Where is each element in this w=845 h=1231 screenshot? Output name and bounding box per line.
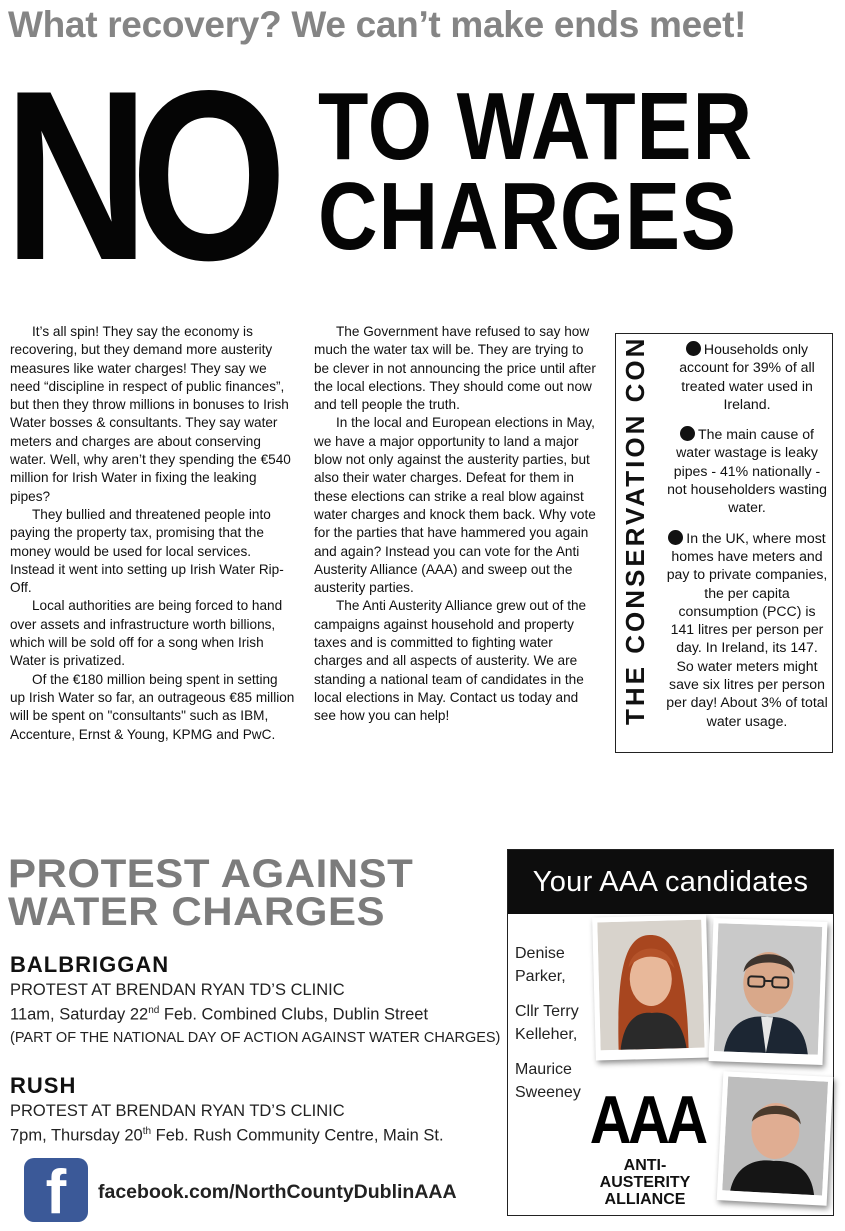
sidebar-points [666, 340, 828, 742]
candidates-heading: Your AAA candidates [508, 850, 833, 914]
article-column-1 [10, 323, 296, 744]
bullet-icon [686, 341, 701, 356]
conservation-con-box [615, 333, 833, 753]
portrait-image [714, 923, 822, 1055]
event-rush [10, 1073, 444, 1146]
facebook-icon[interactable]: f [24, 1158, 88, 1222]
sidebar-title: THE CONSERVATION CON [620, 335, 650, 725]
candidate-name: Maurice Sweeney [515, 1061, 581, 1101]
candidates-box [507, 849, 834, 1216]
aaa-logo-line2: ALLIANCE [604, 1191, 686, 1208]
bullet-icon [680, 426, 695, 441]
event-town: RUSH [10, 1073, 77, 1098]
candidate-photo-denise [592, 915, 710, 1061]
portrait-image [597, 920, 704, 1051]
bullet-icon [668, 530, 683, 545]
sidebar-point: Households only account for 39% of all treated water used in Ireland. [679, 341, 815, 412]
portrait-image [722, 1076, 828, 1195]
article-column-2 [314, 323, 598, 726]
sidebar-point: In the UK, where most homes have meters and pay to private companies, the per capita consumption (PCC) is 141 litres per person per day. In Ireland, its 147. So water meters might save six litres per person per day! About 3% of total water usage. [666, 529, 828, 729]
paragraph: The Government have refused to say how much the water tax will be. They are trying to be clever in not announcing the price until after the local elections. They should come out now and tell people the truth. [314, 324, 596, 413]
headline-to-water: TO WATER [318, 73, 753, 180]
facebook-link[interactable]: facebook.com/NorthCountyDublinAAA [98, 1181, 457, 1203]
sidebar-point: The main cause of water wastage is leaky pipes - 41% nationally - not householders wasting water. [667, 426, 827, 516]
aaa-logo [580, 1083, 710, 1213]
event-line: PROTEST AT BRENDAN RYAN TD’S CLINIC [10, 981, 345, 999]
event-time: 11am, Saturday 22nd Feb. Combined Clubs, Dublin Street [10, 1005, 429, 1024]
paragraph: Of the €180 million being spent in setting up Irish Water so far, an outrageous €85 million will be spent on "consultants" such as IBM, Accenture, Ernst & Young, KPMG and PwC. [10, 671, 295, 742]
paragraph: They bullied and threatened people into paying the property tax, promising that the money would be used for local services. Instead it went into setting up Irish Water Rip-Off. [10, 506, 284, 596]
candidate-name: Denise Parker, [515, 945, 566, 985]
paragraph: It’s all spin! They say the economy is recovering, but they demand more austerity measures like water charges! They say we need “discipline in respect of public finances”, but then they throw millions in bonuses to Irish Water bosses & consultants. They say water meters and charges are about conserving water. Well, why aren’t they spending the €540 million for Irish Water in fixing the leaking pipes? [10, 324, 291, 504]
event-balbriggan [10, 952, 500, 1046]
event-line: PROTEST AT BRENDAN RYAN TD’S CLINIC [10, 1102, 345, 1120]
paragraph: The Anti Austerity Alliance grew out of the campaigns against household and property taxes and is committed to fighting water charges and all aspects of austerity. We are standing a national team of candidates in the local elections in May. Contact us today and see how you can help! [314, 598, 587, 724]
headline-charges: CHARGES [318, 163, 737, 270]
paragraph: In the local and European elections in May, we have a major opportunity to land a major blow not only against the austerity parties, but also their water charges. Defeat for them in these elections can strike a real blow against water charges and knock them back. Why vote for the parties that have hammered you again and again? Instead you can vote for the Anti Austerity Alliance (AAA) and sweep out the austerity parties. [314, 415, 596, 596]
candidate-photo-maurice [717, 1071, 834, 1206]
event-time: 7pm, Thursday 20th Feb. Rush Community Centre, Main St. [10, 1126, 444, 1145]
candidate-photo-terry [709, 918, 828, 1065]
aaa-logo-line1: ANTI-AUSTERITY [599, 1157, 691, 1191]
aaa-logo-letters: AAA [589, 1082, 705, 1158]
tagline: What recovery? We can’t make ends meet! [8, 4, 747, 45]
protest-title: PROTEST AGAINST WATER CHARGES [8, 852, 414, 934]
event-town: BALBRIGGAN [10, 952, 170, 977]
event-note: (PART OF THE NATIONAL DAY OF ACTION AGAINST WATER CHARGES) [10, 1029, 501, 1046]
candidate-name: Cllr Terry Kelleher, [515, 1003, 579, 1043]
paragraph: Local authorities are being forced to hand over assets and infrastructure worth billions, which will be sold off for a song when Irish Water is privatized. [10, 598, 283, 669]
headline-no: NO [4, 41, 269, 311]
